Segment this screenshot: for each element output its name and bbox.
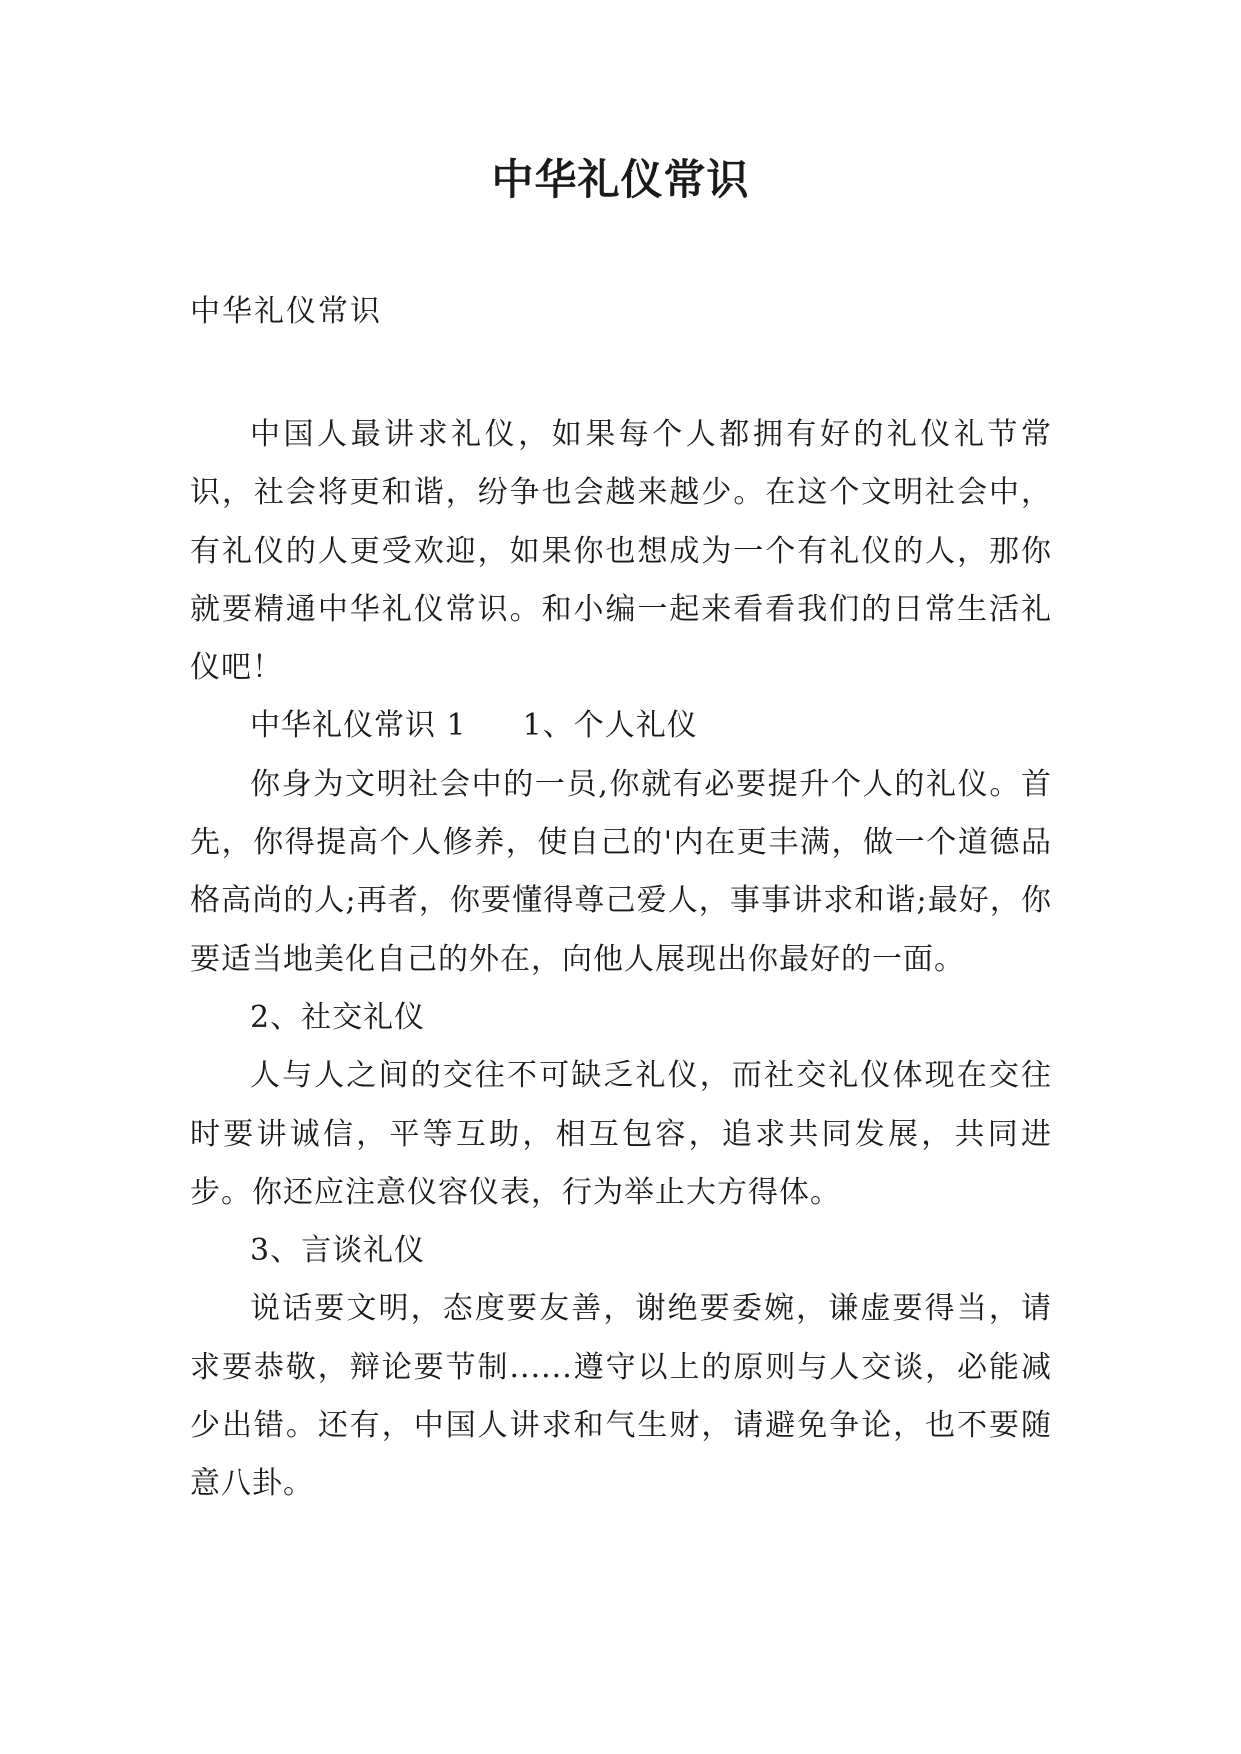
section-1-heading: 1、个人礼仪 — [522, 708, 698, 744]
section-3-heading: 3、言谈礼仪 — [250, 1233, 426, 1269]
document-subtitle: 中华礼仪常识 — [190, 294, 382, 329]
section-1-label: 中华礼仪常识 1 — [250, 708, 467, 744]
section-1-paragraph: 你身为文明社会中的一员,你就有必要提升个人的礼仪。首先，你得提高个人修养，使自己的'内在更丰满，做一个道德品格高尚的人;再者，你要懂得尊己爱人，事事讲求和谐;最好，你要适当地美化自己的外在，向他人展现出你最好的一面。 — [190, 766, 1052, 977]
section-2-heading: 2、社交礼仪 — [250, 999, 426, 1035]
document-title: 中华礼仪常识 — [491, 155, 750, 204]
intro-paragraph: 中国人最讲求礼仪，如果每个人都拥有好的礼仪礼节常识，社会将更和谐，纷争也会越来越少。在这个文明社会中，有礼仪的人更受欢迎，如果你也想成为一个有礼仪的人，那你就要精通中华礼仪常识。和小编一起来看看我们的日常生活礼仪吧！ — [190, 417, 1052, 686]
section-3-paragraph: 说话要文明，态度要友善，谢绝要委婉，谦虚要得当，请求要恭敬，辩论要节制......遵守以上的原则与人交谈，必能减少出错。还有，中国人讲求和气生财，请避免争论，也不要随意八卦。 — [190, 1291, 1052, 1502]
document-body — [190, 406, 1052, 1514]
section-2-paragraph: 人与人之间的交往不可缺乏礼仪，而社交礼仪体现在交往时要讲诚信，平等互助，相互包容，追求共同发展，共同进步。你还应注意仪容仪表，行为举止大方得体。 — [190, 1058, 1052, 1210]
section-1-heading-line — [190, 697, 1052, 755]
